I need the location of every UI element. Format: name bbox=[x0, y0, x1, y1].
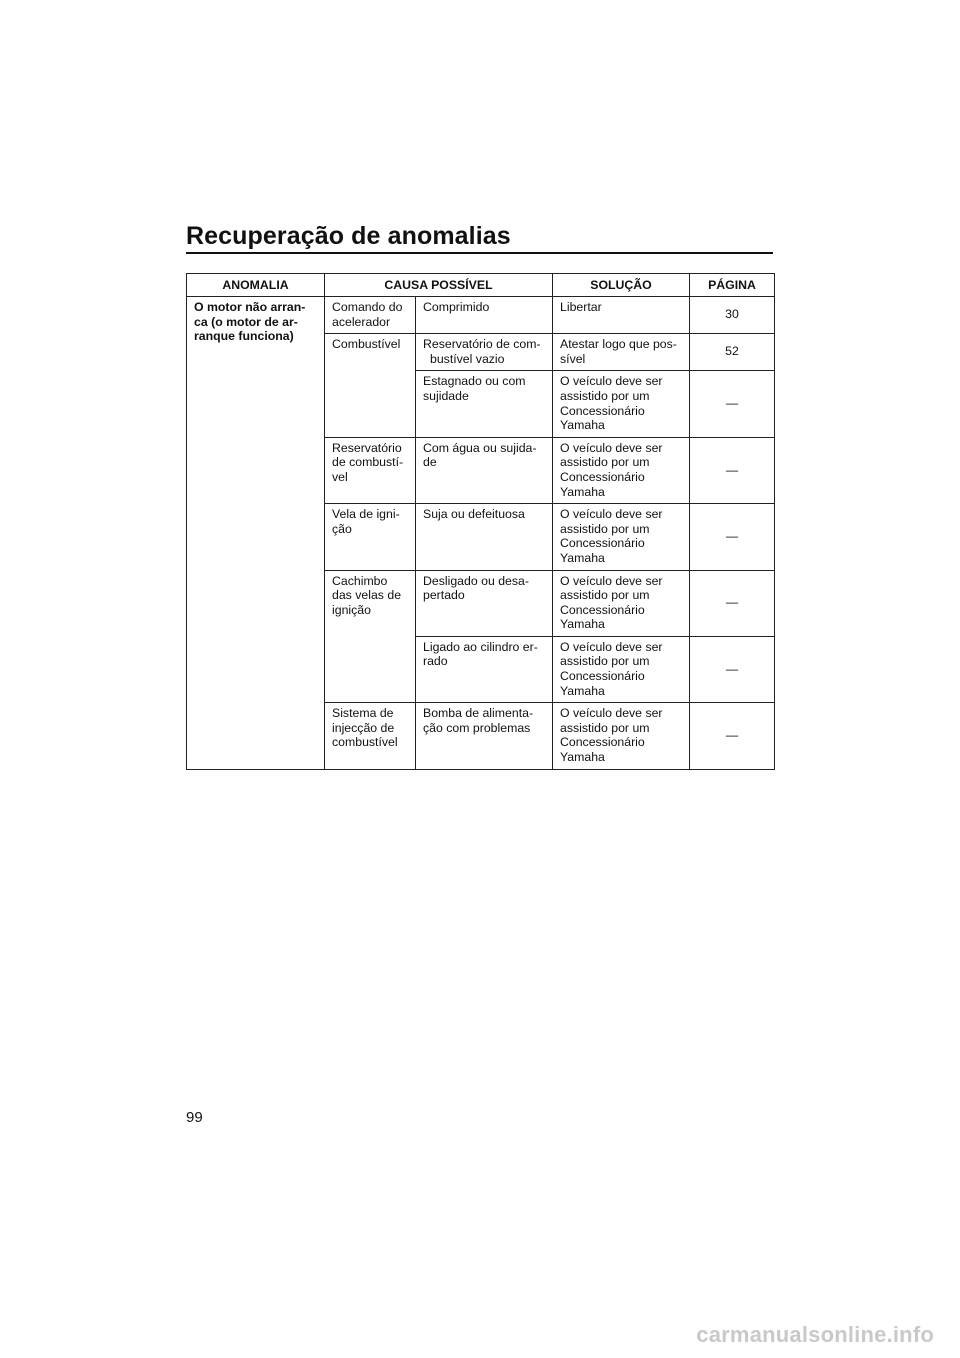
solution-cell: O veículo deve ser assistido por um Concessionário Yamaha bbox=[553, 703, 690, 769]
cause-cell: Com água ou sujida- de bbox=[416, 437, 553, 503]
page-ref-cell: 52 bbox=[690, 334, 775, 371]
anomaly-text: O motor não arran- ca (o motor de ar- ranque funciona) bbox=[194, 300, 306, 344]
solution-cell: O veículo deve ser assistido por um Concessionário Yamaha bbox=[553, 371, 690, 437]
page-ref-cell: — bbox=[690, 371, 775, 437]
component-cell: Vela de igni- ção bbox=[325, 504, 416, 570]
page-title: Recuperação de anomalias bbox=[186, 222, 511, 250]
component-cell: Reservatório de combustí- vel bbox=[325, 437, 416, 503]
header-anomaly: ANOMALIA bbox=[187, 274, 325, 297]
cause-cell bbox=[416, 334, 553, 371]
solution-cell: O veículo deve ser assistido por um Concessionário Yamaha bbox=[553, 504, 690, 570]
page-ref-cell: — bbox=[690, 636, 775, 702]
troubleshooting-table bbox=[186, 273, 775, 770]
anomaly-cell bbox=[187, 297, 325, 770]
page-ref-cell: 30 bbox=[690, 297, 775, 334]
header-page: PÁGINA bbox=[690, 274, 775, 297]
solution-cell: O veículo deve ser assistido por um Concessionário Yamaha bbox=[553, 570, 690, 636]
solution-cell: Libertar bbox=[553, 297, 690, 334]
header-solution: SOLUÇÃO bbox=[553, 274, 690, 297]
component-cell: Sistema de injecção de combustível bbox=[325, 703, 416, 769]
watermark: carmanualsonline.info bbox=[696, 1322, 934, 1347]
component-cell: Comando do acelerador bbox=[325, 297, 416, 334]
component-cell: Cachimbo das velas de ignição bbox=[325, 570, 416, 703]
page-ref-cell: — bbox=[690, 437, 775, 503]
cause-cell: Bomba de alimenta- ção com problemas bbox=[416, 703, 553, 769]
table-row bbox=[187, 297, 775, 334]
cause-cell: Ligado ao cilindro er- rado bbox=[416, 636, 553, 702]
title-rule bbox=[186, 252, 773, 254]
solution-cell: Atestar logo que pos- sível bbox=[553, 334, 690, 371]
page-ref-cell: — bbox=[690, 504, 775, 570]
table-header-row bbox=[187, 274, 775, 297]
solution-cell: O veículo deve ser assistido por um Concessionário Yamaha bbox=[553, 636, 690, 702]
page-ref-cell: — bbox=[690, 703, 775, 769]
cause-cell: Estagnado ou com sujidade bbox=[416, 371, 553, 437]
page-number: 99 bbox=[186, 1109, 203, 1126]
page-ref-cell: — bbox=[690, 570, 775, 636]
solution-cell: O veículo deve ser assistido por um Concessionário Yamaha bbox=[553, 437, 690, 503]
header-cause: CAUSA POSSÍVEL bbox=[325, 274, 553, 297]
cause-text: Reservatório de com- bustível vazio bbox=[423, 337, 541, 366]
cause-cell: Comprimido bbox=[416, 297, 553, 334]
component-cell: Combustível bbox=[325, 334, 416, 438]
cause-cell: Suja ou defeituosa bbox=[416, 504, 553, 570]
cause-cell: Desligado ou desa- pertado bbox=[416, 570, 553, 636]
